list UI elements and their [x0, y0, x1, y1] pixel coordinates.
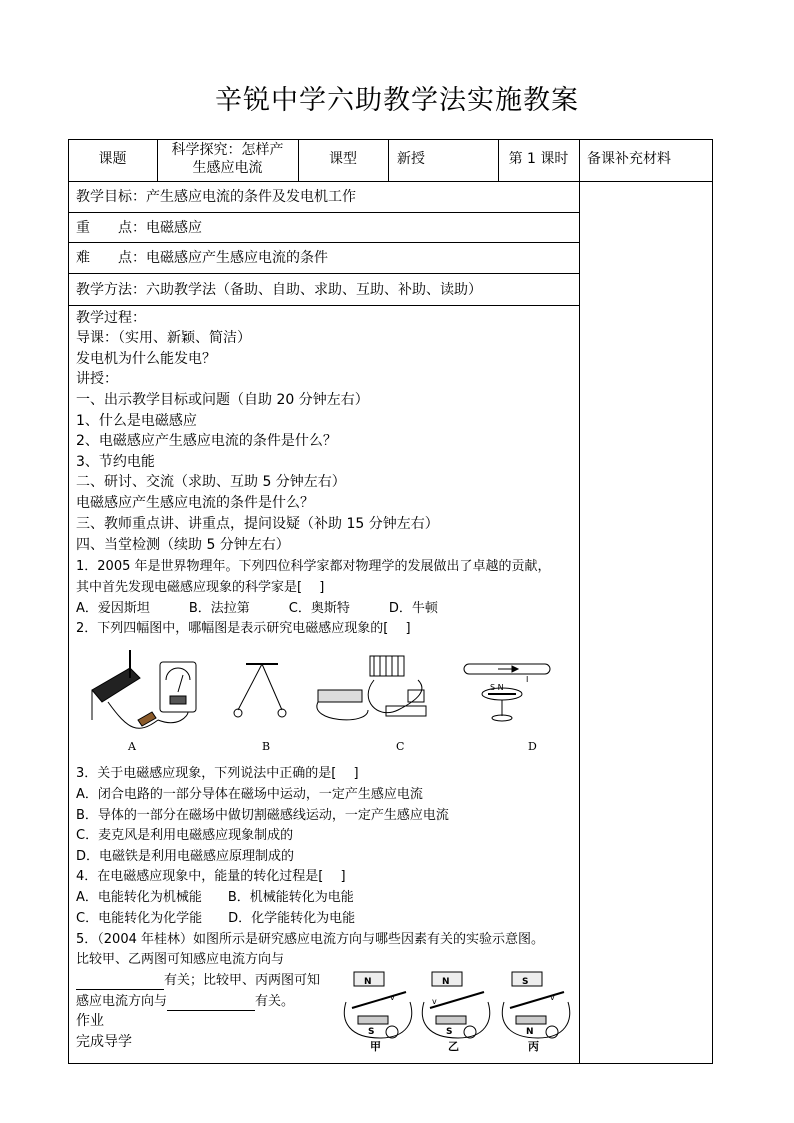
question-option: A．闭合电路的一部分导体在磁场中运动，一定产生感应电流 [76, 787, 423, 802]
homework-content: 完成导学 [76, 1034, 132, 1050]
process-line: 发电机为什么能发电？ [76, 351, 216, 367]
divider [68, 242, 579, 243]
divider [68, 273, 579, 274]
question-line: 5．（2004 年桂林）如图所示是研究感应电流方向与哪些因素有关的实验示意图。 [76, 932, 544, 947]
question-option: D．电磁铁是利用电磁感应原理制成的 [76, 849, 295, 864]
svg-text:N: N [364, 977, 372, 987]
svg-text:v: v [550, 993, 555, 1002]
process-line: 3、节约电能 [76, 454, 155, 470]
question-line: 2．下列四幅图中，哪幅图是表示研究电磁感应现象的[ ] [76, 621, 411, 636]
answer-blank[interactable] [167, 996, 255, 1011]
type-value: 新授 [397, 151, 425, 167]
question-option: C．麦克风是利用电磁感应现象制成的 [76, 828, 294, 843]
divider [68, 181, 713, 182]
figure-label-b: B [262, 740, 271, 753]
svg-text:I: I [526, 675, 529, 684]
question-option: B．导体的一部分在磁场中做切割磁感线运动，一定产生感应电流 [76, 808, 449, 823]
question-line: 1．2005 年是世界物理年。下列四位科学家都对物理学的发展做出了卓越的贡献， [76, 559, 551, 574]
type-label: 课型 [329, 151, 357, 167]
svg-text:N: N [526, 1027, 534, 1037]
difficulty-row: 难 点：电磁感应产生感应电流的条件 [76, 250, 328, 266]
divider [68, 212, 579, 213]
page-title: 辛锐中学六助教学法实施教案 [215, 85, 579, 116]
question-line: 4．在电磁感应现象中，能量的转化过程是[ ] [76, 869, 346, 884]
question-option: A．电能转化为机械能 B．机械能转化为电能 [76, 890, 354, 905]
process-line: 三、教师重点讲、讲重点，提问设疑（补助 15 分钟左右） [76, 516, 439, 532]
svg-text:N: N [442, 977, 450, 987]
key-point-row: 重 点：电磁感应 [76, 220, 202, 236]
process-line: 电磁感应产生感应电流的条件是什么？ [76, 495, 314, 511]
process-line: 四、当堂检测（续助 5 分钟左右） [76, 537, 290, 553]
magnet-figure-yi [422, 972, 489, 1038]
question-blank-line-1 [76, 972, 320, 990]
question-line: 比较甲、乙两图可知感应电流方向与 [76, 952, 285, 967]
figure-label-d: D [528, 740, 537, 753]
svg-text:v: v [432, 997, 437, 1006]
divider [579, 139, 580, 1064]
magnet-figure-bing [502, 972, 569, 1038]
supplement-label: 备课补充材料 [587, 151, 671, 167]
svg-text:S: S [368, 1027, 375, 1037]
magnet-label-yi: 乙 [448, 1040, 459, 1053]
process-line: 二、研讨、交流（求助、互助 5 分钟左右） [76, 474, 346, 490]
process-line: 1、什么是电磁感应 [76, 413, 197, 429]
magnet-figure-jia [344, 972, 411, 1038]
question-line: 3．关于电磁感应现象，下列说法中正确的是[ ] [76, 766, 359, 781]
svg-text:v: v [390, 993, 395, 1002]
figure-b [234, 664, 286, 717]
question-line: 其中首先发现电磁感应现象的科学家是[ ] [76, 580, 325, 595]
question-blank-line-2 [76, 993, 294, 1011]
divider [68, 305, 579, 306]
question-options: A．爱因斯坦 B．法拉第 C．奥斯特 D．牛顿 [76, 601, 438, 616]
lesson-value-line2: 生感应电流 [192, 160, 263, 176]
magnet-label-bing: 丙 [528, 1040, 539, 1053]
figure-label-c: C [396, 740, 405, 753]
lesson-value-line1: 科学探究：怎样产 [171, 142, 284, 158]
process-line: 教学过程： [76, 310, 146, 326]
question-option: C．电能转化为化学能 D．化学能转化为电能 [76, 911, 356, 926]
lesson-label: 课题 [98, 151, 127, 167]
method-row: 教学方法：六助教学法（备助、自助、求助、互助、补助、读助） [76, 282, 482, 298]
figure-a [92, 650, 196, 728]
process-line: 2、电磁感应产生感应电流的条件是什么？ [76, 433, 337, 449]
process-line: 一、出示教学目标或问题（自助 20 分钟左右） [76, 392, 369, 408]
q5-part2-suffix: 有关。 [255, 994, 295, 1009]
q5-part2-prefix: 感应电流方向与 [76, 994, 168, 1009]
figure-c [317, 656, 426, 720]
q5-part1-suffix: 有关；比较甲、丙两图可知 [164, 973, 321, 988]
process-line: 导课：（实用、新颖、简洁） [76, 330, 251, 346]
figure-label-a: A [128, 740, 136, 753]
svg-text:S N: S N [490, 683, 504, 692]
svg-text:S: S [522, 977, 529, 987]
answer-blank[interactable] [76, 975, 164, 990]
process-line: 讲授： [76, 371, 118, 387]
homework-label: 作业 [76, 1013, 104, 1029]
objective-row: 教学目标：产生感应电流的条件及发电机工作 [76, 189, 356, 205]
svg-text:S: S [446, 1027, 453, 1037]
magnet-label-jia: 甲 [370, 1040, 381, 1053]
divider [388, 139, 389, 181]
lesson-value [157, 141, 298, 177]
figures-q2 [78, 650, 578, 745]
figure-d [464, 664, 550, 721]
period: 第 1 课时 [508, 151, 569, 167]
